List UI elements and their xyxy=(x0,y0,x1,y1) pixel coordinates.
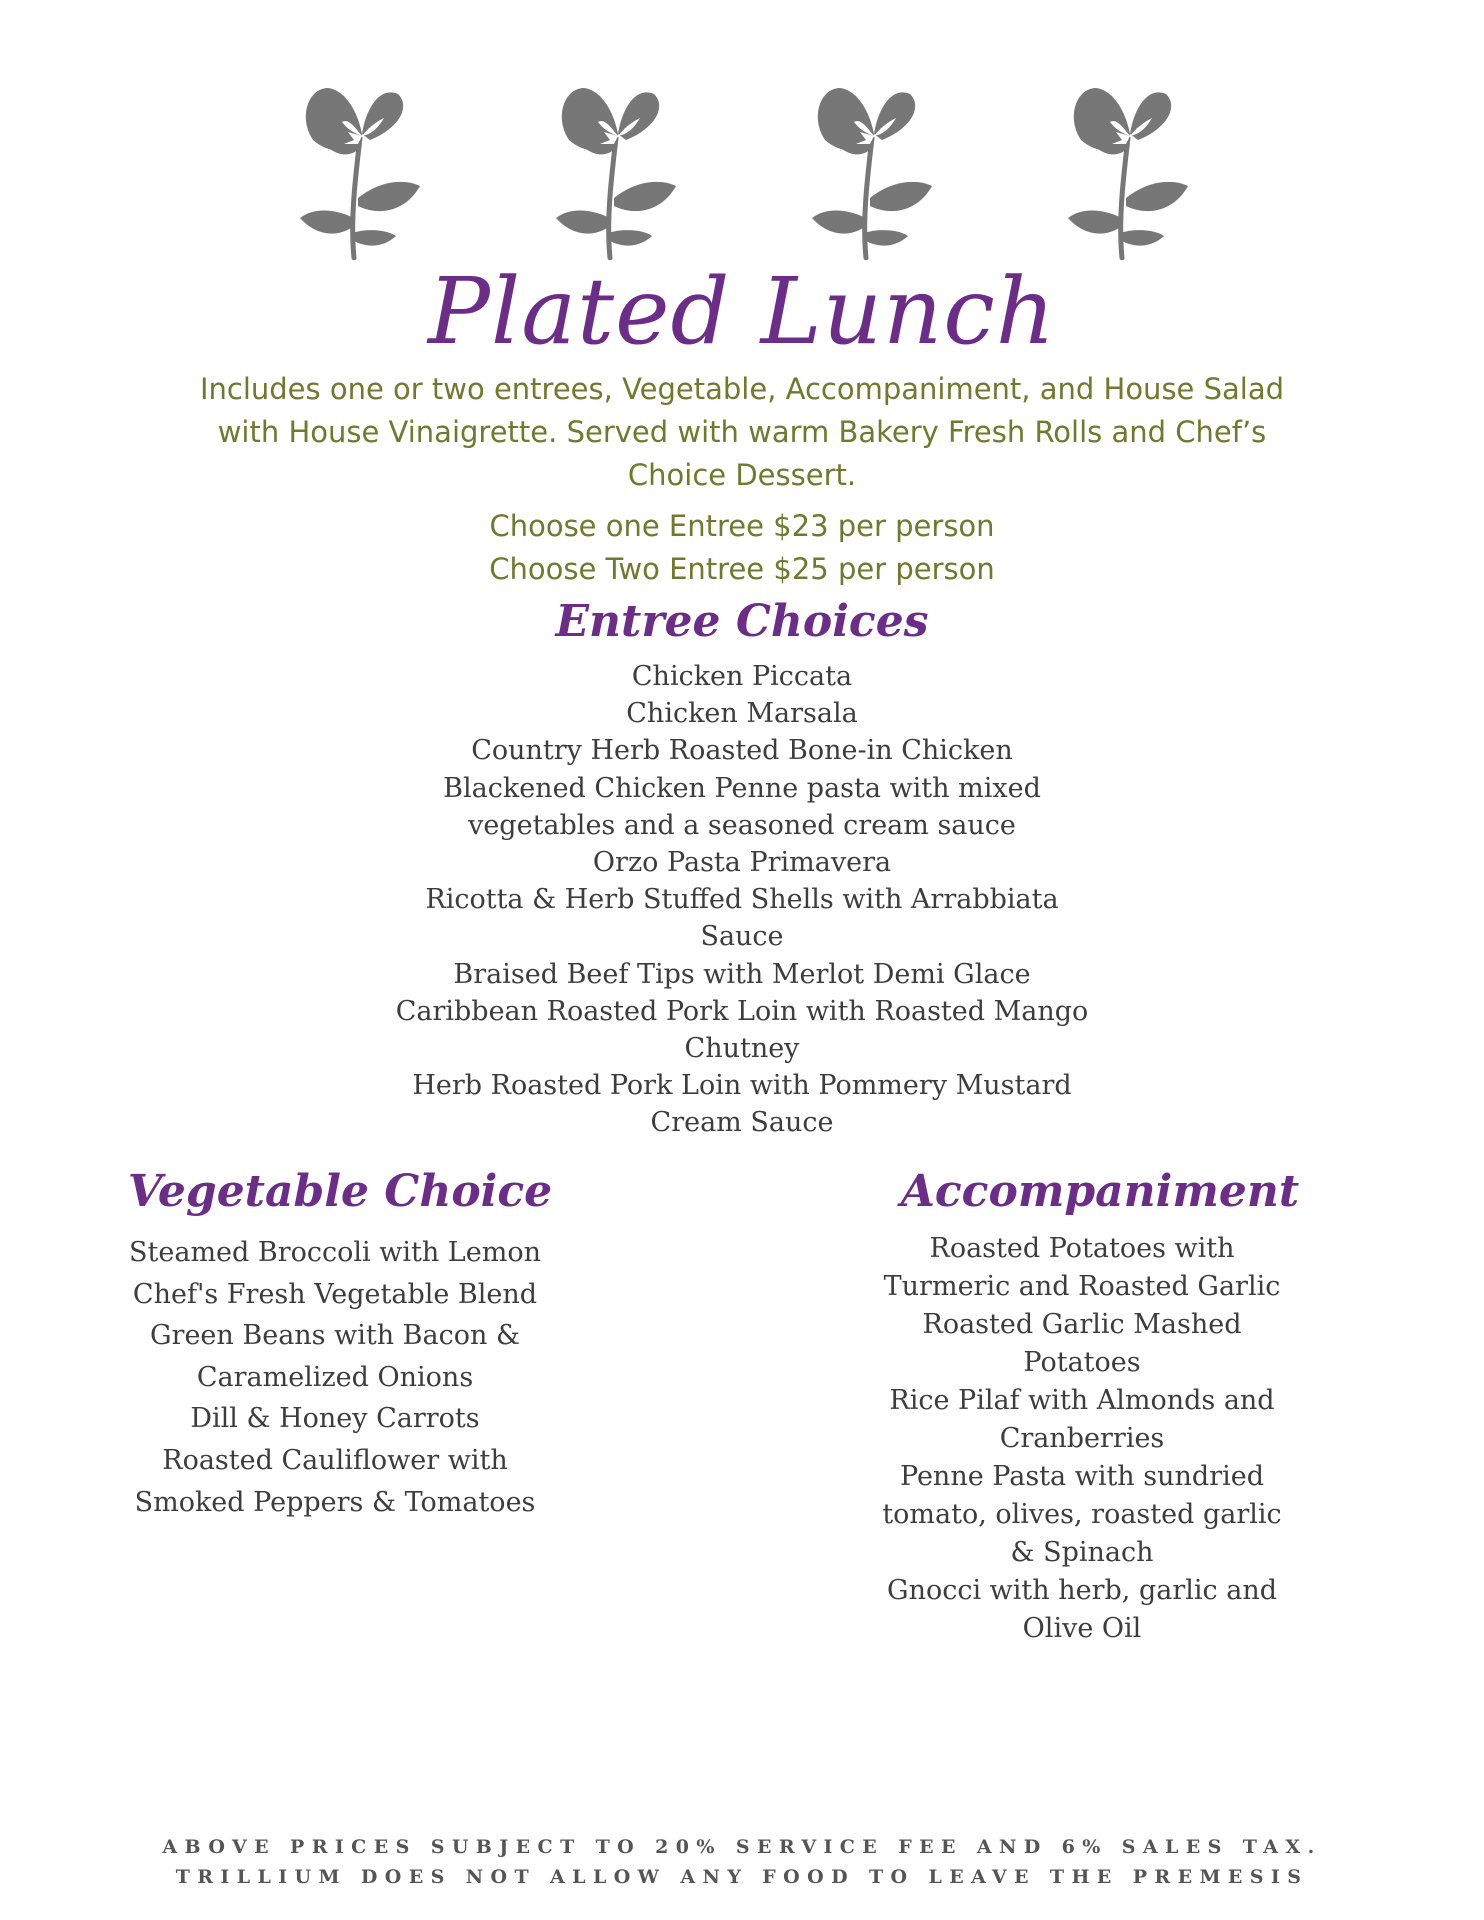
vegetable-heading: Vegetable Choice xyxy=(127,1166,553,1217)
list-item: Chicken Piccata xyxy=(631,661,853,692)
footer-disclaimer-fees: ABOVE PRICES SUBJECT TO 20% SERVICE FEE AND 6% SALES TAX. xyxy=(162,1836,1322,1858)
list-item: Roasted Garlic Mashed Potatoes xyxy=(922,1309,1242,1378)
list-item: Ricotta & Herb Stuffed Shells with Arrabbiata Sauce xyxy=(425,884,1059,953)
list-item: Braised Beef Tips with Merlot Demi Glace xyxy=(453,958,1031,990)
flower-icon xyxy=(544,68,684,260)
flower-icon xyxy=(800,68,940,260)
list-item: Country Herb Roasted Bone-in Chicken xyxy=(471,735,1013,767)
list-item: Steamed Broccoli with Lemon xyxy=(129,1237,541,1268)
list-item: Green Beans with Bacon & Caramelized Onions xyxy=(149,1320,521,1393)
vegetable-list xyxy=(125,1232,545,1523)
price-one-entree: Choose one Entree $23 per person xyxy=(489,509,995,543)
list-item: Penne Pasta with sundried tomato, olives, roasted garlic & Spinach xyxy=(882,1461,1282,1568)
list-item: Orzo Pasta Primavera xyxy=(592,847,892,879)
price-two-entree: Choose Two Entree $25 per person xyxy=(489,552,995,586)
accompaniment-list xyxy=(872,1230,1292,1648)
flower-icon xyxy=(1056,68,1196,260)
list-item: Roasted Cauliflower with Smoked Peppers & Tomatoes xyxy=(134,1444,536,1518)
list-item: Herb Roasted Pork Loin with Pommery Mustard Cream Sauce xyxy=(412,1070,1072,1139)
list-item: Chicken Marsala xyxy=(626,698,858,730)
list-item: Gnocci with herb, garlic and Olive Oil xyxy=(887,1575,1277,1644)
entree-heading: Entree Choices xyxy=(555,596,929,647)
page-title: Plated Lunch xyxy=(427,258,1057,365)
list-item: Blackened Chicken Penne pasta with mixed vegetables and a seasoned cream sauce xyxy=(443,772,1041,841)
list-item: Caribbean Roasted Pork Loin with Roasted Mango Chutney xyxy=(395,995,1089,1065)
intro-description: Includes one or two entrees, Vegetable, Accompaniment, and House Salad with House Vinaigrette. Served with warm Bakery Fresh Rolls and Chef’s Choice Dessert. xyxy=(199,372,1285,492)
flower-icon xyxy=(288,68,428,260)
flower-decoration-row xyxy=(0,68,1484,260)
list-item: Chef's Fresh Vegetable Blend xyxy=(132,1278,538,1310)
list-item: Roasted Potatoes with Turmeric and Roasted Garlic xyxy=(883,1233,1281,1302)
list-item: Dill & Honey Carrots xyxy=(190,1403,480,1435)
accompaniment-heading: Accompaniment xyxy=(900,1166,1300,1217)
footer-disclaimer-food: TRILLIUM DOES NOT ALLOW ANY FOOD TO LEAVE THE PREMESIS xyxy=(175,1866,1309,1888)
entree-list xyxy=(392,658,1092,1142)
list-item: Rice Pilaf with Almonds and Cranberries xyxy=(889,1385,1275,1454)
